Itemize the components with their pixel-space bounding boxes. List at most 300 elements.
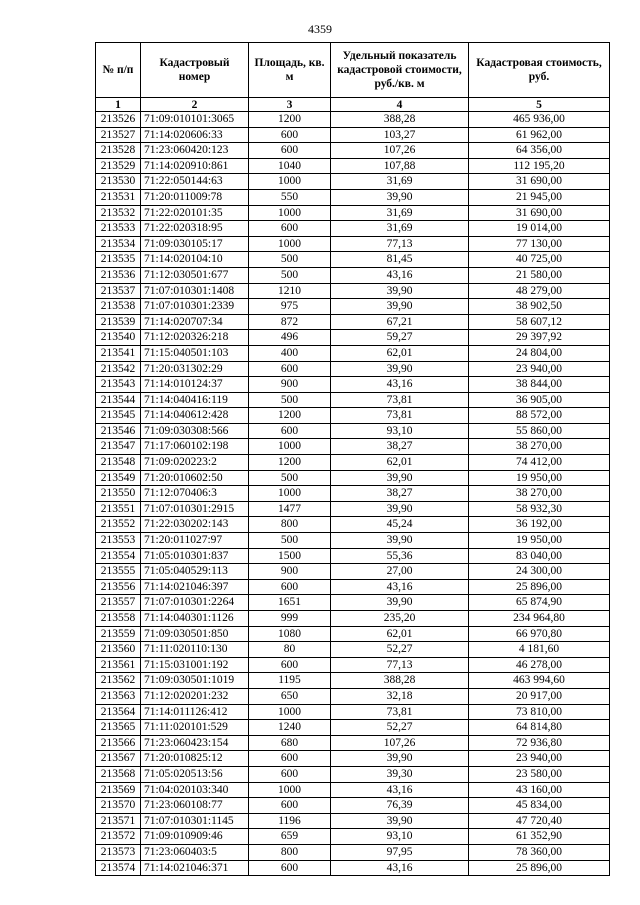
specific-value-cell: 52,27: [331, 720, 469, 736]
cadastral-value-cell: 58 932,30: [469, 501, 610, 517]
column-number-5: 5: [469, 98, 610, 112]
row-number-cell: 213572: [96, 829, 141, 845]
cadastral-number-cell: 71:09:030308:566: [141, 423, 249, 439]
cadastral-number-cell: 71:22:030202:143: [141, 517, 249, 533]
row-number-cell: 213558: [96, 611, 141, 627]
area-cell: 999: [249, 611, 331, 627]
area-cell: 1000: [249, 439, 331, 455]
area-cell: 500: [249, 252, 331, 268]
cadastral-value-cell: 4 181,60: [469, 642, 610, 658]
header-specific-value: Удельный показатель кадастровой стоимости, руб./кв. м: [331, 43, 469, 98]
cadastral-value-cell: 465 936,00: [469, 112, 610, 128]
area-cell: 600: [249, 766, 331, 782]
row-number-cell: 213532: [96, 205, 141, 221]
cadastral-number-cell: 71:14:040416:119: [141, 392, 249, 408]
specific-value-cell: 235,20: [331, 611, 469, 627]
row-number-cell: 213538: [96, 299, 141, 315]
area-cell: 900: [249, 377, 331, 393]
row-number-cell: 213531: [96, 189, 141, 205]
row-number-cell: 213573: [96, 844, 141, 860]
cadastral-number-cell: 71:14:020606:33: [141, 127, 249, 143]
cadastral-number-cell: 71:20:031302:29: [141, 361, 249, 377]
area-cell: 600: [249, 423, 331, 439]
cadastral-value-cell: 88 572,00: [469, 408, 610, 424]
area-cell: 1196: [249, 813, 331, 829]
cadastral-number-cell: 71:09:010909:46: [141, 829, 249, 845]
area-cell: 1000: [249, 205, 331, 221]
cadastral-number-cell: 71:14:011126:412: [141, 704, 249, 720]
row-number-cell: 213561: [96, 657, 141, 673]
cadastral-number-cell: 71:09:030105:17: [141, 236, 249, 252]
row-number-cell: 213551: [96, 501, 141, 517]
table-row: [96, 626, 610, 642]
row-number-cell: 213568: [96, 766, 141, 782]
cadastral-number-cell: 71:07:010301:2339: [141, 299, 249, 315]
table-row: [96, 252, 610, 268]
table-row: [96, 611, 610, 627]
area-cell: 800: [249, 844, 331, 860]
cadastral-value-cell: 21 945,00: [469, 189, 610, 205]
specific-value-cell: 43,16: [331, 377, 469, 393]
area-cell: 680: [249, 735, 331, 751]
cadastral-value-cell: 61 962,00: [469, 127, 610, 143]
cadastral-value-cell: 24 804,00: [469, 345, 610, 361]
table-row: [96, 704, 610, 720]
area-cell: 1000: [249, 486, 331, 502]
cadastral-number-cell: 71:23:060420:123: [141, 143, 249, 159]
specific-value-cell: 39,90: [331, 751, 469, 767]
table-row: [96, 299, 610, 315]
area-cell: 1200: [249, 408, 331, 424]
table-row: [96, 766, 610, 782]
specific-value-cell: 31,69: [331, 205, 469, 221]
specific-value-cell: 38,27: [331, 486, 469, 502]
cadastral-number-cell: 71:04:020103:340: [141, 782, 249, 798]
table-row: [96, 345, 610, 361]
row-number-cell: 213549: [96, 470, 141, 486]
area-cell: 659: [249, 829, 331, 845]
cadastral-value-cell: 19 014,00: [469, 221, 610, 237]
table-row: [96, 189, 610, 205]
table-row: [96, 720, 610, 736]
cadastral-number-cell: 71:09:020223:2: [141, 455, 249, 471]
area-cell: 500: [249, 267, 331, 283]
row-number-cell: 213537: [96, 283, 141, 299]
row-number-cell: 213566: [96, 735, 141, 751]
row-number-cell: 213557: [96, 595, 141, 611]
cadastral-value-cell: 58 607,12: [469, 314, 610, 330]
row-number-cell: 213541: [96, 345, 141, 361]
specific-value-cell: 31,69: [331, 221, 469, 237]
row-number-cell: 213559: [96, 626, 141, 642]
table-row: [96, 205, 610, 221]
table-row: [96, 361, 610, 377]
area-cell: 800: [249, 517, 331, 533]
cadastral-value-cell: 36 905,00: [469, 392, 610, 408]
cadastral-value-cell: 19 950,00: [469, 470, 610, 486]
cadastral-number-cell: 71:20:011027:97: [141, 533, 249, 549]
cadastral-number-cell: 71:22:050144:63: [141, 174, 249, 190]
specific-value-cell: 39,90: [331, 533, 469, 549]
page-number: 4359: [308, 22, 332, 36]
area-cell: 600: [249, 798, 331, 814]
column-number-4: 4: [331, 98, 469, 112]
cadastral-number-cell: 71:14:020910:861: [141, 158, 249, 174]
area-cell: 400: [249, 345, 331, 361]
cadastral-value-cell: 77 130,00: [469, 236, 610, 252]
area-cell: 1210: [249, 283, 331, 299]
cadastral-number-cell: 71:14:020104:10: [141, 252, 249, 268]
cadastral-number-cell: 71:07:010301:1145: [141, 813, 249, 829]
table-row: [96, 377, 610, 393]
cadastral-number-cell: 71:23:060108:77: [141, 798, 249, 814]
cadastral-value-cell: 45 834,00: [469, 798, 610, 814]
cadastral-value-cell: 64 814,80: [469, 720, 610, 736]
cadastral-number-cell: 71:14:021046:371: [141, 860, 249, 876]
table-row: [96, 673, 610, 689]
specific-value-cell: 77,13: [331, 236, 469, 252]
area-cell: 500: [249, 392, 331, 408]
row-number-cell: 213527: [96, 127, 141, 143]
specific-value-cell: 45,24: [331, 517, 469, 533]
specific-value-cell: 27,00: [331, 564, 469, 580]
area-cell: 1477: [249, 501, 331, 517]
area-cell: 1195: [249, 673, 331, 689]
area-cell: 872: [249, 314, 331, 330]
row-number-cell: 213529: [96, 158, 141, 174]
cadastral-value-cell: 23 940,00: [469, 361, 610, 377]
table-row: [96, 112, 610, 128]
table-row: [96, 314, 610, 330]
cadastral-number-cell: 71:17:060102:198: [141, 439, 249, 455]
cadastral-number-cell: 71:07:010301:1408: [141, 283, 249, 299]
area-cell: 1000: [249, 174, 331, 190]
row-number-cell: 213535: [96, 252, 141, 268]
specific-value-cell: 43,16: [331, 267, 469, 283]
row-number-cell: 213570: [96, 798, 141, 814]
cadastral-number-cell: 71:14:040301:1126: [141, 611, 249, 627]
cadastral-value-cell: 31 690,00: [469, 205, 610, 221]
cadastral-number-cell: 71:15:031001:192: [141, 657, 249, 673]
row-number-cell: 213528: [96, 143, 141, 159]
table-row: [96, 501, 610, 517]
cadastral-number-cell: 71:05:020513:56: [141, 766, 249, 782]
table-row: [96, 829, 610, 845]
cadastral-number-cell: 71:11:020110:130: [141, 642, 249, 658]
area-cell: 900: [249, 564, 331, 580]
cadastral-number-cell: 71:23:060403:5: [141, 844, 249, 860]
row-number-cell: 213534: [96, 236, 141, 252]
cadastral-number-cell: 71:14:010124:37: [141, 377, 249, 393]
specific-value-cell: 67,21: [331, 314, 469, 330]
cadastral-value-cell: 64 356,00: [469, 143, 610, 159]
row-number-cell: 213564: [96, 704, 141, 720]
cadastral-value-cell: 24 300,00: [469, 564, 610, 580]
cadastral-value-cell: 112 195,20: [469, 158, 610, 174]
cadastral-value-cell: 73 810,00: [469, 704, 610, 720]
table-row: [96, 844, 610, 860]
table-row: [96, 423, 610, 439]
cadastral-value-cell: 74 412,00: [469, 455, 610, 471]
table-row: [96, 798, 610, 814]
cadastral-value-cell: 47 720,40: [469, 813, 610, 829]
column-number-2: 2: [141, 98, 249, 112]
cadastral-value-cell: 65 874,90: [469, 595, 610, 611]
cadastral-value-table: [95, 42, 610, 876]
specific-value-cell: 103,27: [331, 127, 469, 143]
area-cell: 1240: [249, 720, 331, 736]
specific-value-cell: 388,28: [331, 673, 469, 689]
area-cell: 600: [249, 221, 331, 237]
row-number-cell: 213574: [96, 860, 141, 876]
area-cell: 600: [249, 127, 331, 143]
area-cell: 600: [249, 579, 331, 595]
row-number-cell: 213560: [96, 642, 141, 658]
specific-value-cell: 73,81: [331, 704, 469, 720]
area-cell: 975: [249, 299, 331, 315]
specific-value-cell: 39,90: [331, 501, 469, 517]
row-number-cell: 213567: [96, 751, 141, 767]
table-row: [96, 782, 610, 798]
table-row: [96, 127, 610, 143]
specific-value-cell: 76,39: [331, 798, 469, 814]
cadastral-value-cell: 36 192,00: [469, 517, 610, 533]
table-row: [96, 735, 610, 751]
specific-value-cell: 107,88: [331, 158, 469, 174]
cadastral-value-cell: 23 940,00: [469, 751, 610, 767]
specific-value-cell: 39,90: [331, 470, 469, 486]
table-row: [96, 267, 610, 283]
table-row: [96, 860, 610, 876]
cadastral-number-cell: 71:14:021046:397: [141, 579, 249, 595]
row-number-cell: 213556: [96, 579, 141, 595]
table-row: [96, 548, 610, 564]
column-number-1: 1: [96, 98, 141, 112]
specific-value-cell: 43,16: [331, 860, 469, 876]
cadastral-number-cell: 71:20:010825:12: [141, 751, 249, 767]
area-cell: 600: [249, 751, 331, 767]
cadastral-value-cell: 46 278,00: [469, 657, 610, 673]
cadastral-number-cell: 71:23:060423:154: [141, 735, 249, 751]
cadastral-value-cell: 21 580,00: [469, 267, 610, 283]
cadastral-value-cell: 25 896,00: [469, 579, 610, 595]
column-number-3: 3: [249, 98, 331, 112]
table-header: [96, 43, 610, 112]
cadastral-number-cell: 71:22:020318:95: [141, 221, 249, 237]
specific-value-cell: 107,26: [331, 735, 469, 751]
specific-value-cell: 107,26: [331, 143, 469, 159]
cadastral-value-cell: 48 279,00: [469, 283, 610, 299]
row-number-cell: 213548: [96, 455, 141, 471]
table-row: [96, 143, 610, 159]
cadastral-number-cell: 71:14:040612:428: [141, 408, 249, 424]
area-cell: 650: [249, 688, 331, 704]
specific-value-cell: 31,69: [331, 174, 469, 190]
row-number-cell: 213562: [96, 673, 141, 689]
specific-value-cell: 38,27: [331, 439, 469, 455]
table-row: [96, 517, 610, 533]
row-number-cell: 213547: [96, 439, 141, 455]
area-cell: 600: [249, 361, 331, 377]
table-row: [96, 595, 610, 611]
table-row: [96, 158, 610, 174]
cadastral-value-cell: 31 690,00: [469, 174, 610, 190]
cadastral-value-cell: 72 936,80: [469, 735, 610, 751]
table-row: [96, 470, 610, 486]
cadastral-value-cell: 38 270,00: [469, 486, 610, 502]
cadastral-number-cell: 71:12:070406:3: [141, 486, 249, 502]
row-number-cell: 213569: [96, 782, 141, 798]
row-number-cell: 213565: [96, 720, 141, 736]
cadastral-number-cell: 71:12:020326:218: [141, 330, 249, 346]
table-row: [96, 486, 610, 502]
header-row: [96, 43, 610, 98]
cadastral-number-cell: 71:15:040501:103: [141, 345, 249, 361]
specific-value-cell: 39,90: [331, 283, 469, 299]
area-cell: 1000: [249, 704, 331, 720]
table-row: [96, 813, 610, 829]
cadastral-value-cell: 38 844,00: [469, 377, 610, 393]
specific-value-cell: 62,01: [331, 455, 469, 471]
area-cell: 600: [249, 657, 331, 673]
row-number-cell: 213542: [96, 361, 141, 377]
specific-value-cell: 39,90: [331, 595, 469, 611]
cadastral-value-cell: 66 970,80: [469, 626, 610, 642]
area-cell: 1000: [249, 782, 331, 798]
row-number-cell: 213526: [96, 112, 141, 128]
specific-value-cell: 52,27: [331, 642, 469, 658]
row-number-cell: 213530: [96, 174, 141, 190]
area-cell: 550: [249, 189, 331, 205]
cadastral-value-cell: 23 580,00: [469, 766, 610, 782]
table-row: [96, 564, 610, 580]
table-row: [96, 439, 610, 455]
table-row: [96, 533, 610, 549]
cadastral-value-cell: 40 725,00: [469, 252, 610, 268]
cadastral-number-cell: 71:14:020707:34: [141, 314, 249, 330]
cadastral-number-cell: 71:07:010301:2264: [141, 595, 249, 611]
cadastral-value-cell: 25 896,00: [469, 860, 610, 876]
header-row-number: № п/п: [96, 43, 141, 98]
cadastral-number-cell: 71:09:010101:3065: [141, 112, 249, 128]
specific-value-cell: 32,18: [331, 688, 469, 704]
specific-value-cell: 93,10: [331, 829, 469, 845]
specific-value-cell: 39,90: [331, 189, 469, 205]
specific-value-cell: 93,10: [331, 423, 469, 439]
specific-value-cell: 73,81: [331, 408, 469, 424]
row-number-cell: 213536: [96, 267, 141, 283]
cadastral-number-cell: 71:05:040529:113: [141, 564, 249, 580]
cadastral-value-cell: 38 270,00: [469, 439, 610, 455]
specific-value-cell: 55,36: [331, 548, 469, 564]
specific-value-cell: 62,01: [331, 626, 469, 642]
cadastral-number-cell: 71:12:020201:232: [141, 688, 249, 704]
specific-value-cell: 43,16: [331, 782, 469, 798]
area-cell: 500: [249, 533, 331, 549]
area-cell: 80: [249, 642, 331, 658]
area-cell: 496: [249, 330, 331, 346]
row-number-cell: 213546: [96, 423, 141, 439]
table-row: [96, 688, 610, 704]
table-row: [96, 579, 610, 595]
header-area: Площадь, кв. м: [249, 43, 331, 98]
specific-value-cell: 39,90: [331, 361, 469, 377]
specific-value-cell: 81,45: [331, 252, 469, 268]
area-cell: 1000: [249, 236, 331, 252]
cadastral-number-cell: 71:20:010602:50: [141, 470, 249, 486]
row-number-cell: 213545: [96, 408, 141, 424]
table-row: [96, 330, 610, 346]
area-cell: 1040: [249, 158, 331, 174]
area-cell: 600: [249, 860, 331, 876]
table-row: [96, 236, 610, 252]
header-cadastral-value: Кадастровая стоимость, руб.: [469, 43, 610, 98]
cadastral-value-cell: 234 964,80: [469, 611, 610, 627]
cadastral-number-cell: 71:09:030501:1019: [141, 673, 249, 689]
row-number-cell: 213539: [96, 314, 141, 330]
cadastral-value-cell: 43 160,00: [469, 782, 610, 798]
row-number-cell: 213550: [96, 486, 141, 502]
table-row: [96, 657, 610, 673]
area-cell: 600: [249, 143, 331, 159]
cadastral-value-cell: 83 040,00: [469, 548, 610, 564]
specific-value-cell: 77,13: [331, 657, 469, 673]
specific-value-cell: 388,28: [331, 112, 469, 128]
cadastral-value-cell: 20 917,00: [469, 688, 610, 704]
row-number-cell: 213533: [96, 221, 141, 237]
area-cell: 1200: [249, 112, 331, 128]
specific-value-cell: 39,90: [331, 813, 469, 829]
area-cell: 1651: [249, 595, 331, 611]
cadastral-number-cell: 71:20:011009:78: [141, 189, 249, 205]
cadastral-value-cell: 19 950,00: [469, 533, 610, 549]
table-row: [96, 174, 610, 190]
cadastral-number-cell: 71:22:020101:35: [141, 205, 249, 221]
cadastral-number-cell: 71:07:010301:2915: [141, 501, 249, 517]
table-row: [96, 221, 610, 237]
cadastral-value-cell: 29 397,92: [469, 330, 610, 346]
row-number-cell: 213552: [96, 517, 141, 533]
specific-value-cell: 43,16: [331, 579, 469, 595]
specific-value-cell: 59,27: [331, 330, 469, 346]
cadastral-number-cell: 71:09:030501:850: [141, 626, 249, 642]
header-cadastral-number: Кадастровый номер: [141, 43, 249, 98]
row-number-cell: 213554: [96, 548, 141, 564]
table-row: [96, 455, 610, 471]
cadastral-number-cell: 71:12:030501:677: [141, 267, 249, 283]
table-row: [96, 751, 610, 767]
row-number-cell: 213544: [96, 392, 141, 408]
row-number-cell: 213553: [96, 533, 141, 549]
row-number-cell: 213543: [96, 377, 141, 393]
cadastral-number-cell: 71:05:010301:837: [141, 548, 249, 564]
table-row: [96, 392, 610, 408]
cadastral-value-cell: 38 902,50: [469, 299, 610, 315]
table-row: [96, 408, 610, 424]
table-row: [96, 283, 610, 299]
row-number-cell: 213540: [96, 330, 141, 346]
row-number-cell: 213563: [96, 688, 141, 704]
area-cell: 1500: [249, 548, 331, 564]
specific-value-cell: 39,30: [331, 766, 469, 782]
row-number-cell: 213555: [96, 564, 141, 580]
specific-value-cell: 73,81: [331, 392, 469, 408]
table-body: [96, 112, 610, 876]
cadastral-value-cell: 78 360,00: [469, 844, 610, 860]
area-cell: 1080: [249, 626, 331, 642]
area-cell: 1200: [249, 455, 331, 471]
row-number-cell: 213571: [96, 813, 141, 829]
